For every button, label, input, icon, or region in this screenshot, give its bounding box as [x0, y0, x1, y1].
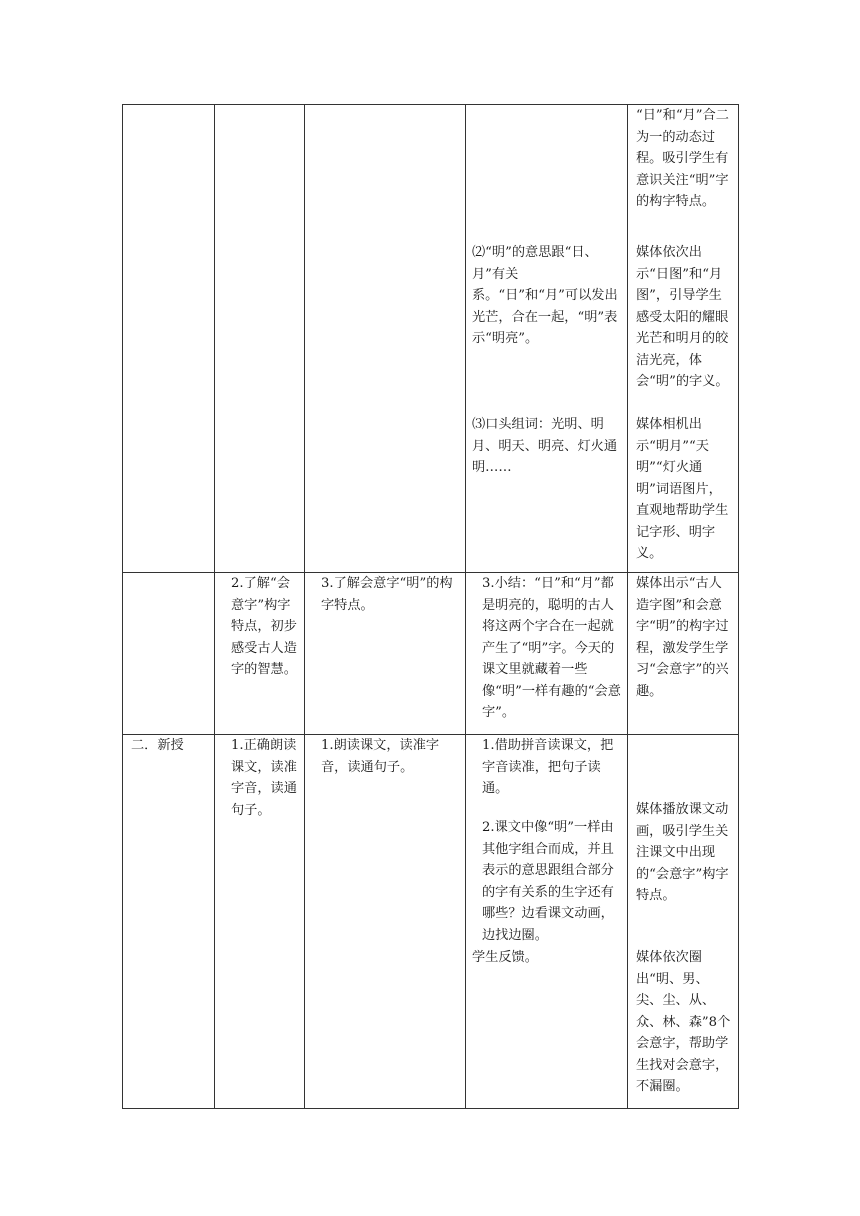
activity-text: ⑵“明”的意思跟“日、月”有关系。“日”和“月”可以发出光芒，合在一起，“明”表示“明亮”。 — [472, 245, 618, 346]
media-text: 媒体播放课文动画，吸引学生关注课文中出现的“会意字”构字特点。 — [636, 802, 729, 903]
media-text: 媒体依次圈出“明、男、尖、尘、从、众、林、森”8个会意字，帮助学生找对会意字，不漏圈。 — [636, 950, 731, 1094]
activity-text — [472, 105, 621, 242]
activity-text: 2.课文中像“明”一样由其他字组合而成，并且表示的意思跟组合部分的字有关系的生字还有哪些？边看课文动画，边找边圈。 — [482, 820, 614, 943]
stage-cell: 二．新授 — [123, 735, 215, 1109]
table-row — [123, 735, 739, 1109]
stage-cell — [123, 573, 215, 735]
media-text: 媒体依次出示“日图”和“月图”，引导学生感受太阳的耀眼光芒和明月的皎洁光亮，体会“明”的字义。 — [636, 245, 729, 389]
point-cell: 3.了解会意字“明”的构字特点。 — [305, 573, 466, 735]
media-cell — [628, 105, 739, 573]
media-text: 媒体出示“古人造字图”和会意字“明”的构字过程，激发学生学习“会意字”的兴趣。 — [636, 576, 729, 699]
activity-cell — [466, 105, 628, 573]
table-row — [123, 105, 739, 573]
table-row — [123, 573, 739, 735]
media-text: “日”和“月”合二为一的动态过程。吸引学生有意识关注“明”字的构字特点。 — [636, 108, 729, 209]
activity-cell — [466, 735, 628, 1109]
media-cell — [628, 573, 739, 735]
goal-cell: 1.正确朗读课文，读准字音，读通句子。 — [215, 735, 305, 1109]
activity-text: ⑶口头组词：光明、明月、明天、明亮、灯火通明…… — [472, 417, 618, 475]
point-cell — [305, 105, 466, 573]
goal-cell — [215, 105, 305, 573]
activity-text: 3.小结：“日”和“月”都是明亮的，聪明的古人将这两个字合在一起就产生了“明”字。今天的课文里就藏着一些像“明”一样有趣的“会意字”。 — [482, 576, 621, 720]
activity-cell — [466, 573, 628, 735]
media-cell — [628, 735, 739, 1109]
activity-text: 学生反馈。 — [472, 950, 538, 965]
point-cell: 1.朗读课文，读准字音，读通句子。 — [305, 735, 466, 1109]
activity-text: 1.借助拼音读课文，把字音读准，把句子读通。 — [482, 738, 614, 796]
media-text: 媒体相机出示“明月”“天明”“灯火通明”词语图片，直观地帮助学生记字形、明字义。 — [636, 417, 729, 561]
media-text — [634, 735, 732, 799]
goal-cell: 2.了解“会意字”构字特点，初步感受古人造字的智慧。 — [215, 573, 305, 735]
lesson-plan-table — [122, 104, 739, 1109]
stage-cell — [123, 105, 215, 573]
